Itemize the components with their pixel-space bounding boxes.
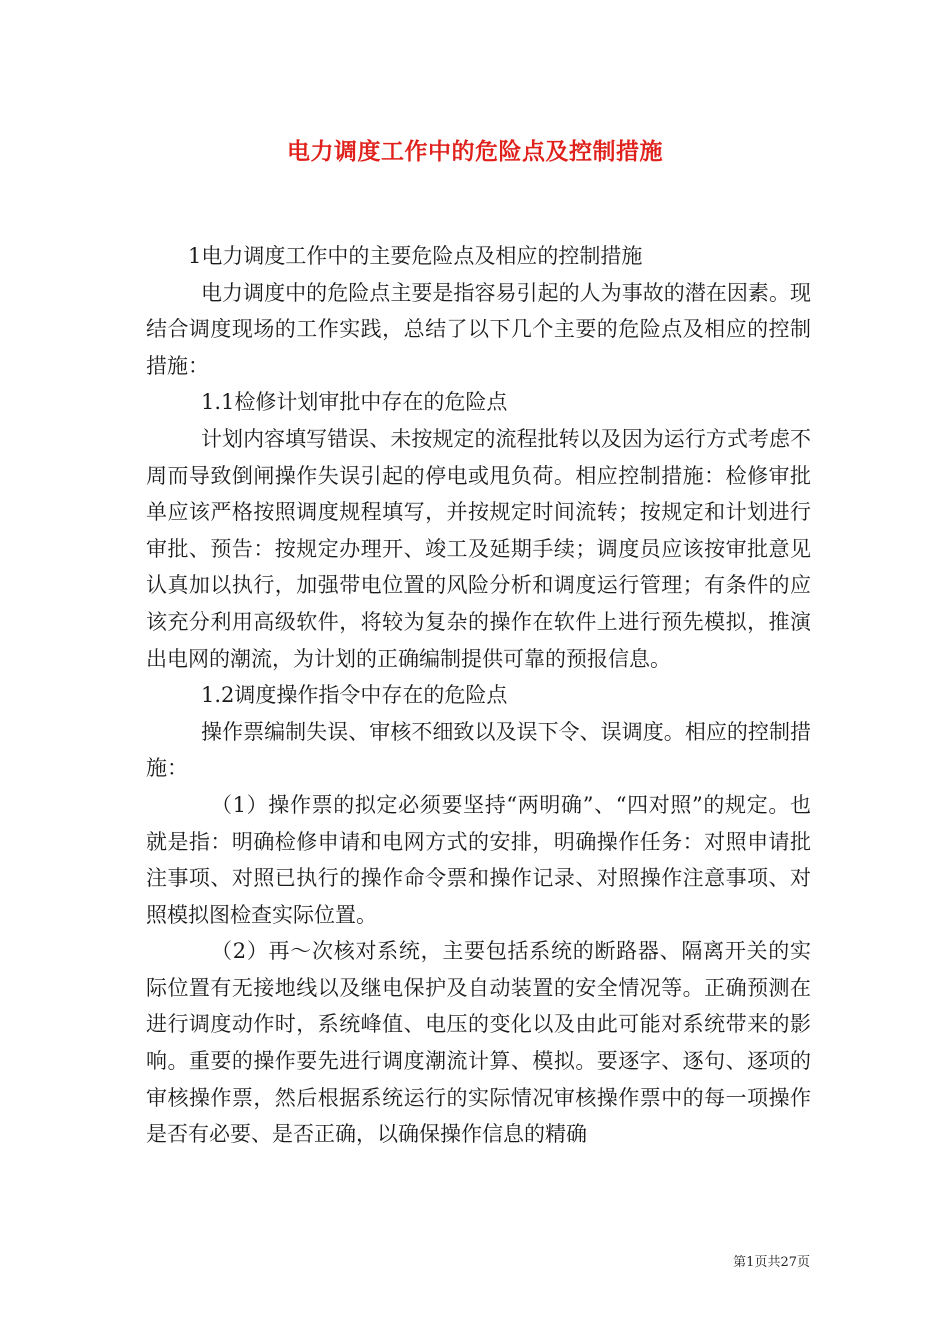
document-title: 电力调度工作中的危险点及控制措施 [287,138,663,165]
list-item-1: （1）操作票的拟定必须要坚持“两明确”、“四对照”的规定。也就是指：明确检修申请和电网方式的安排，明确操作任务：对照申请批注事项、对照已执行的操作命令票和操作记录、对照操作注意事项、对照模拟图检查实际位置。 [146,792,811,927]
paragraph-maintenance-plan: 计划内容填写错误、未按规定的流程批转以及因为运行方式考虑不周而导致倒闸操作失误引起的停电或甩负荷。相应控制措施：检修审批单应该严格按照调度规程填写，并按规定时间流转；按规定和计划进行审批、预告：按规定办理开、竣工及延期手续；调度员应该按审批意见认真加以执行，加强带电位置的风险分析和调度运行管理；有条件的应该充分利用高级软件，将较为复杂的操作在软件上进行预先模拟，推演出电网的潮流，为计划的正确编制提供可靠的预报信息。 [146,426,811,671]
section-heading-1-2: 1.2调度操作指令中存在的危险点 [201,683,508,708]
section-heading-1-1: 1.1检修计划审批中存在的危险点 [201,390,508,415]
document-body [146,238,811,1153]
section-heading-1: 1电力调度工作中的主要危险点及相应的控制措施 [188,244,643,268]
paragraph-intro: 电力调度中的危险点主要是指容易引起的人为事故的潜在因素。现结合调度现场的工作实践，总结了以下几个主要的危险点及相应的控制措施： [146,280,811,378]
list-item-2: （2）再～次核对系统，主要包括系统的断路器、隔离开关的实际位置有无接地线以及继电保护及自动装置的安全情况等。正确预测在进行调度动作时，系统峰值、电压的变化以及由此可能对系统带来的影响。重要的操作要先进行调度潮流计算、模拟。要逐字、逐句、逐项的审核操作票，然后根据系统运行的实际情况审核操作票中的每一项操作是否有必要、是否正确，以确保操作信息的精确 [146,939,811,1147]
paragraph-operation-ticket: 操作票编制失误、审核不细致以及误下令、误调度。相应的控制措施： [146,719,811,781]
page-number-footer: 第1页共27页 [733,1255,810,1270]
